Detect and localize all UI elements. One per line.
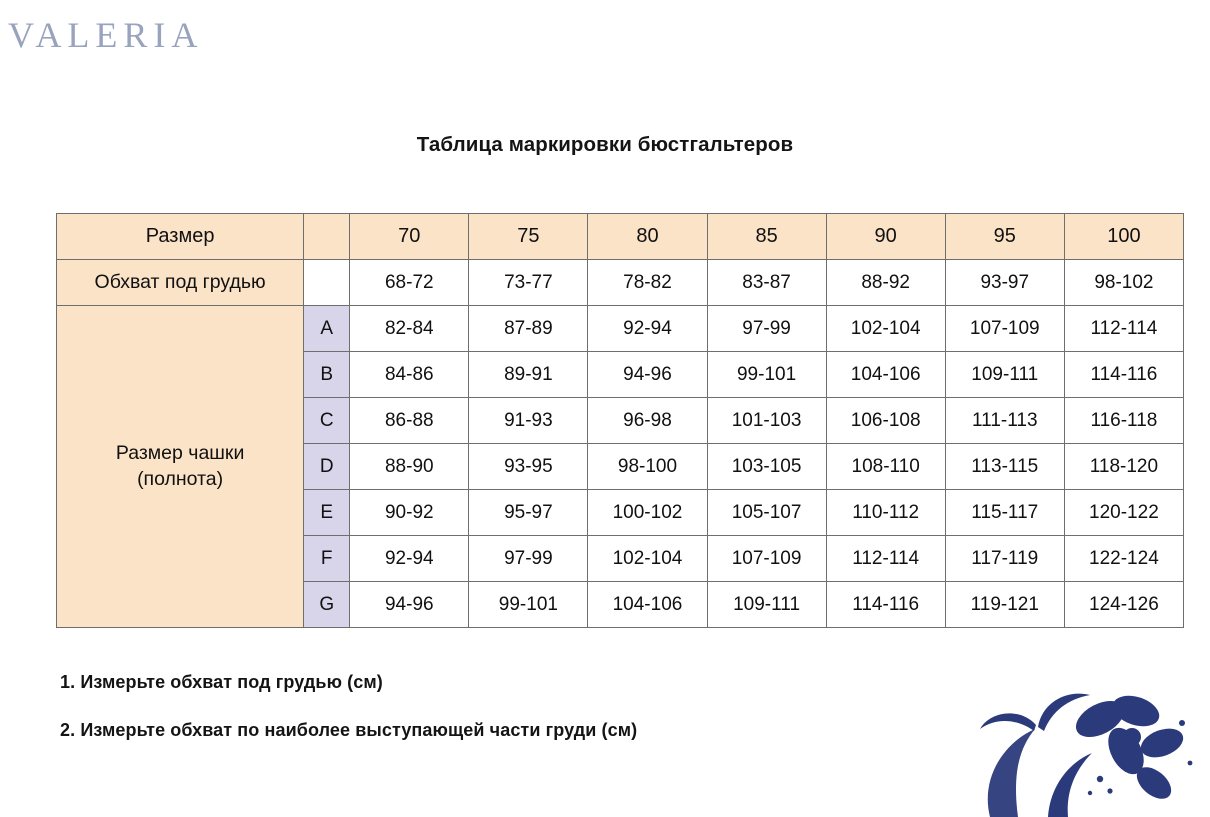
cup-c-75: 91-93: [469, 398, 588, 444]
floral-flourish-decoration: [950, 667, 1210, 817]
underbust-80: 78-82: [588, 260, 707, 306]
cup-c-95: 111-113: [945, 398, 1064, 444]
cup-c-70: 86-88: [350, 398, 469, 444]
cup-e-70: 90-92: [350, 490, 469, 536]
cup-letter-f: F: [304, 536, 350, 582]
header-size-80: 80: [588, 214, 707, 260]
bra-size-table: [56, 213, 1184, 628]
cup-letter-c: C: [304, 398, 350, 444]
table-row-cup-a: [57, 306, 1184, 352]
cup-c-90: 106-108: [826, 398, 945, 444]
cup-f-90: 112-114: [826, 536, 945, 582]
cup-letter-d: D: [304, 444, 350, 490]
row-label-underbust: Обхват под грудью: [57, 260, 304, 306]
underbust-75: 73-77: [469, 260, 588, 306]
header-size-85: 85: [707, 214, 826, 260]
cup-f-70: 92-94: [350, 536, 469, 582]
cup-letter-e: E: [304, 490, 350, 536]
brand-logo: VALERIA: [8, 15, 204, 55]
instruction-step-1: 1. Измерьте обхват под грудью (см): [60, 672, 383, 692]
cup-b-85: 99-101: [707, 352, 826, 398]
cup-e-100: 120-122: [1064, 490, 1183, 536]
cup-c-85: 101-103: [707, 398, 826, 444]
cup-b-70: 84-86: [350, 352, 469, 398]
cup-e-95: 115-117: [945, 490, 1064, 536]
instruction-step-2: 2. Измерьте обхват по наиболее выступающей части груди (см): [60, 720, 638, 740]
cup-section-label-line1: Размер чашки: [115, 441, 245, 464]
cup-c-80: 96-98: [588, 398, 707, 444]
cup-e-75: 95-97: [469, 490, 588, 536]
header-cup-column: [304, 214, 350, 260]
cup-b-95: 109-111: [945, 352, 1064, 398]
cup-c-100: 116-118: [1064, 398, 1183, 444]
cup-letter-a: A: [304, 306, 350, 352]
cup-f-75: 97-99: [469, 536, 588, 582]
page-title: Таблица маркировки бюстгальтеров: [416, 133, 794, 156]
underbust-100: 98-102: [1064, 260, 1183, 306]
cup-letter-b: B: [304, 352, 350, 398]
underbust-90: 88-92: [826, 260, 945, 306]
underbust-95: 93-97: [945, 260, 1064, 306]
cup-g-100: 124-126: [1064, 582, 1183, 628]
cup-letter-g: G: [304, 582, 350, 628]
cup-d-70: 88-90: [350, 444, 469, 490]
header-size-label: Размер: [57, 214, 304, 260]
cup-f-100: 122-124: [1064, 536, 1183, 582]
cup-g-70: 94-96: [350, 582, 469, 628]
cup-a-80: 92-94: [588, 306, 707, 352]
cup-f-80: 102-104: [588, 536, 707, 582]
cup-a-75: 87-89: [469, 306, 588, 352]
cup-b-100: 114-116: [1064, 352, 1183, 398]
table-header-row: [57, 214, 1184, 260]
cup-g-90: 114-116: [826, 582, 945, 628]
underbust-70: 68-72: [350, 260, 469, 306]
underbust-85: 83-87: [707, 260, 826, 306]
cup-f-85: 107-109: [707, 536, 826, 582]
cup-a-85: 97-99: [707, 306, 826, 352]
cup-f-95: 117-119: [945, 536, 1064, 582]
cup-section-label-line2: (полнота): [137, 467, 224, 490]
cup-d-75: 93-95: [469, 444, 588, 490]
cup-a-100: 112-114: [1064, 306, 1183, 352]
header-size-95: 95: [945, 214, 1064, 260]
instructions-list: [60, 672, 960, 768]
header-size-90: 90: [826, 214, 945, 260]
header-size-75: 75: [469, 214, 588, 260]
underbust-cup-blank: [304, 260, 350, 306]
cup-d-100: 118-120: [1064, 444, 1183, 490]
cup-a-90: 102-104: [826, 306, 945, 352]
cup-g-80: 104-106: [588, 582, 707, 628]
cup-e-85: 105-107: [707, 490, 826, 536]
cup-d-80: 98-100: [588, 444, 707, 490]
table-row-underbust: [57, 260, 1184, 306]
cup-g-85: 109-111: [707, 582, 826, 628]
cup-e-80: 100-102: [588, 490, 707, 536]
cup-e-90: 110-112: [826, 490, 945, 536]
cup-b-75: 89-91: [469, 352, 588, 398]
cup-section-label: [57, 306, 304, 628]
cup-d-85: 103-105: [707, 444, 826, 490]
size-table-container: [56, 213, 1184, 628]
cup-a-70: 82-84: [350, 306, 469, 352]
header-size-70: 70: [350, 214, 469, 260]
cup-b-90: 104-106: [826, 352, 945, 398]
cup-g-75: 99-101: [469, 582, 588, 628]
cup-g-95: 119-121: [945, 582, 1064, 628]
cup-d-95: 113-115: [945, 444, 1064, 490]
header-size-100: 100: [1064, 214, 1183, 260]
cup-a-95: 107-109: [945, 306, 1064, 352]
cup-b-80: 94-96: [588, 352, 707, 398]
cup-d-90: 108-110: [826, 444, 945, 490]
